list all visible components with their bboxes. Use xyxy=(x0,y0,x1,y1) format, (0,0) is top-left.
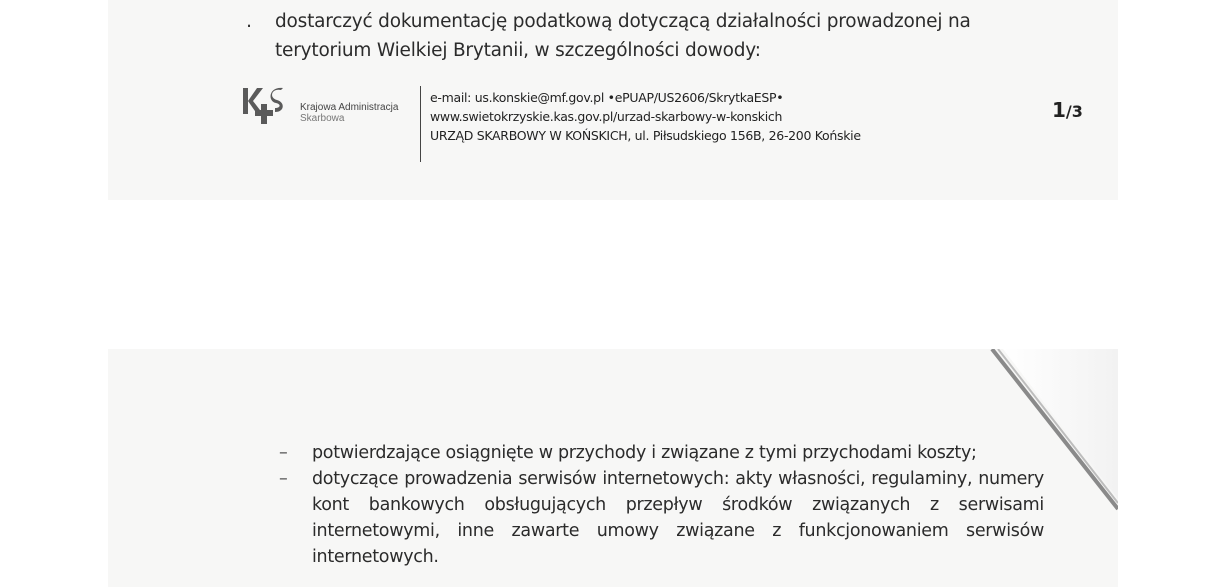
list-item xyxy=(279,466,1044,570)
logo-name-line2: Skarbowa xyxy=(300,113,345,124)
page-number xyxy=(1052,98,1083,122)
evidence-list xyxy=(279,440,1044,570)
footer-divider xyxy=(420,86,421,162)
list-item-text: potwierdzające osiągnięte w przychody i związane z tymi przychodami koszty; xyxy=(312,443,977,463)
logo-name-line1: Krajowa Administracja xyxy=(300,102,399,113)
page-current: 1 xyxy=(1052,98,1066,122)
list-marker: – xyxy=(279,443,288,463)
bullet-marker: . xyxy=(246,10,253,32)
contact-address-line: URZĄD SKARBOWY W KOŃSKICH, ul. Piłsudskiego 156B, 26-200 Końskie xyxy=(430,128,861,143)
bullet-text: dostarczyć dokumentację podatkową dotyczącą działalności prowadzonej na terytorium Wielkiej Brytanii, w szczególności dowody: xyxy=(275,11,971,61)
footer-contact xyxy=(430,88,861,145)
list-marker: – xyxy=(279,469,288,489)
page-total: /3 xyxy=(1065,102,1083,121)
list-item-text: dotyczące prowadzenia serwisów internetowych: akty własności, regulaminy, numery kont bankowych obsługujących przepływ środków związanych z serwisami internetowymi, inne zawarte umowy związane z funkcjonowaniem serwisów internetowych. xyxy=(312,469,1044,567)
contact-website-line: www.swietokrzyskie.kas.gov.pl/urzad-skarbowy-w-konskich xyxy=(430,109,783,124)
logo-wordmark xyxy=(300,102,398,124)
list-item xyxy=(279,440,1044,466)
contact-email-line: e-mail: us.konskie@mf.gov.pl •ePUAP/US2606/SkrytkaESP• xyxy=(430,90,784,105)
